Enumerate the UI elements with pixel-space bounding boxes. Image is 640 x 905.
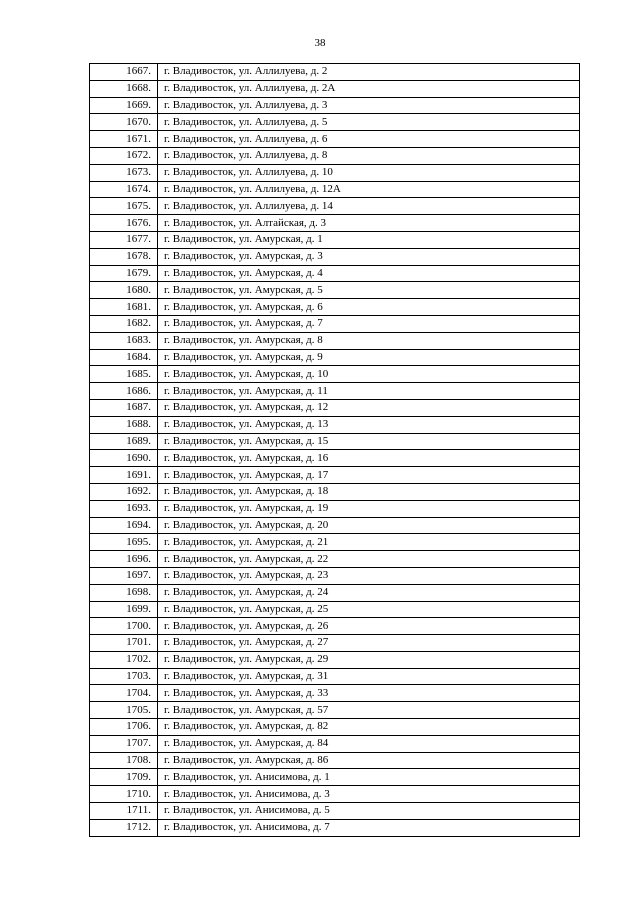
table-row [90, 64, 580, 81]
row-address: г. Владивосток, ул. Аллилуева, д. 12А [158, 181, 580, 198]
row-number: 1679. [90, 265, 158, 282]
row-number: 1691. [90, 467, 158, 484]
row-number: 1708. [90, 752, 158, 769]
row-number: 1672. [90, 147, 158, 164]
table-row [90, 383, 580, 400]
row-number: 1676. [90, 215, 158, 232]
row-number: 1699. [90, 601, 158, 618]
row-number: 1683. [90, 332, 158, 349]
row-address: г. Владивосток, ул. Амурская, д. 24 [158, 584, 580, 601]
row-address: г. Владивосток, ул. Амурская, д. 18 [158, 483, 580, 500]
row-number: 1705. [90, 702, 158, 719]
row-address: г. Владивосток, ул. Аллилуева, д. 8 [158, 147, 580, 164]
row-address: г. Владивосток, ул. Аллилуева, д. 2А [158, 80, 580, 97]
table-row [90, 248, 580, 265]
table-row [90, 567, 580, 584]
table-row [90, 635, 580, 652]
row-number: 1698. [90, 584, 158, 601]
row-address: г. Владивосток, ул. Анисимова, д. 3 [158, 786, 580, 803]
row-number: 1707. [90, 735, 158, 752]
row-number: 1711. [90, 803, 158, 820]
row-number: 1684. [90, 349, 158, 366]
table-row [90, 399, 580, 416]
row-number: 1669. [90, 97, 158, 114]
row-number: 1677. [90, 231, 158, 248]
row-address: г. Владивосток, ул. Амурская, д. 20 [158, 517, 580, 534]
row-address: г. Владивосток, ул. Амурская, д. 17 [158, 467, 580, 484]
row-address: г. Владивосток, ул. Амурская, д. 8 [158, 332, 580, 349]
row-number: 1709. [90, 769, 158, 786]
row-address: г. Владивосток, ул. Аллилуева, д. 10 [158, 164, 580, 181]
row-address: г. Владивосток, ул. Амурская, д. 4 [158, 265, 580, 282]
table-row [90, 231, 580, 248]
row-address: г. Владивосток, ул. Амурская, д. 5 [158, 282, 580, 299]
page-number: 38 [314, 37, 326, 49]
row-number: 1704. [90, 685, 158, 702]
table-row [90, 601, 580, 618]
row-address: г. Владивосток, ул. Аллилуева, д. 14 [158, 198, 580, 215]
row-number: 1678. [90, 248, 158, 265]
row-address: г. Владивосток, ул. Аллилуева, д. 6 [158, 131, 580, 148]
row-number: 1680. [90, 282, 158, 299]
table-row [90, 282, 580, 299]
row-number: 1702. [90, 651, 158, 668]
table-row [90, 500, 580, 517]
row-number: 1694. [90, 517, 158, 534]
row-number: 1681. [90, 299, 158, 316]
row-address: г. Владивосток, ул. Амурская, д. 11 [158, 383, 580, 400]
table-row [90, 164, 580, 181]
row-address: г. Владивосток, ул. Аллилуева, д. 2 [158, 64, 580, 81]
row-number: 1693. [90, 500, 158, 517]
row-number: 1695. [90, 534, 158, 551]
row-number: 1688. [90, 416, 158, 433]
table-row [90, 735, 580, 752]
address-table [89, 63, 580, 837]
table-row [90, 517, 580, 534]
row-address: г. Владивосток, ул. Амурская, д. 9 [158, 349, 580, 366]
row-address: г. Владивосток, ул. Амурская, д. 3 [158, 248, 580, 265]
row-number: 1670. [90, 114, 158, 131]
row-address: г. Владивосток, ул. Амурская, д. 23 [158, 567, 580, 584]
table-row [90, 332, 580, 349]
table-row [90, 819, 580, 836]
table-row [90, 416, 580, 433]
table-row [90, 618, 580, 635]
table-row [90, 786, 580, 803]
table-row [90, 702, 580, 719]
row-address: г. Владивосток, ул. Амурская, д. 19 [158, 500, 580, 517]
table-row [90, 467, 580, 484]
row-address: г. Владивосток, ул. Аллилуева, д. 3 [158, 97, 580, 114]
row-number: 1690. [90, 450, 158, 467]
table-row [90, 215, 580, 232]
table-row [90, 534, 580, 551]
row-number: 1668. [90, 80, 158, 97]
row-number: 1697. [90, 567, 158, 584]
row-number: 1671. [90, 131, 158, 148]
row-number: 1703. [90, 668, 158, 685]
table-row [90, 265, 580, 282]
table-row [90, 198, 580, 215]
row-address: г. Владивосток, ул. Анисимова, д. 5 [158, 803, 580, 820]
table-row [90, 147, 580, 164]
row-address: г. Владивосток, ул. Амурская, д. 16 [158, 450, 580, 467]
table-row [90, 551, 580, 568]
table-row [90, 651, 580, 668]
row-address: г. Владивосток, ул. Амурская, д. 22 [158, 551, 580, 568]
table-row [90, 80, 580, 97]
table-row [90, 769, 580, 786]
table-row [90, 315, 580, 332]
row-number: 1706. [90, 719, 158, 736]
row-number: 1682. [90, 315, 158, 332]
table-row [90, 483, 580, 500]
table-row [90, 366, 580, 383]
table-row [90, 349, 580, 366]
row-address: г. Владивосток, ул. Амурская, д. 6 [158, 299, 580, 316]
table-row [90, 668, 580, 685]
table-row [90, 114, 580, 131]
row-number: 1667. [90, 64, 158, 81]
row-address: г. Владивосток, ул. Амурская, д. 25 [158, 601, 580, 618]
row-number: 1692. [90, 483, 158, 500]
table-row [90, 299, 580, 316]
row-address: г. Владивосток, ул. Амурская, д. 86 [158, 752, 580, 769]
row-address: г. Владивосток, ул. Алтайская, д. 3 [158, 215, 580, 232]
row-address: г. Владивосток, ул. Анисимова, д. 7 [158, 819, 580, 836]
row-address: г. Владивосток, ул. Амурская, д. 10 [158, 366, 580, 383]
table-row [90, 433, 580, 450]
row-address: г. Владивосток, ул. Амурская, д. 12 [158, 399, 580, 416]
row-number: 1701. [90, 635, 158, 652]
row-address: г. Владивосток, ул. Амурская, д. 1 [158, 231, 580, 248]
row-address: г. Владивосток, ул. Аллилуева, д. 5 [158, 114, 580, 131]
table-row [90, 97, 580, 114]
row-address: г. Владивосток, ул. Амурская, д. 26 [158, 618, 580, 635]
row-number: 1712. [90, 819, 158, 836]
row-address: г. Владивосток, ул. Анисимова, д. 1 [158, 769, 580, 786]
row-address: г. Владивосток, ул. Амурская, д. 33 [158, 685, 580, 702]
address-table-body [90, 64, 580, 837]
row-address: г. Владивосток, ул. Амурская, д. 29 [158, 651, 580, 668]
table-row [90, 181, 580, 198]
row-address: г. Владивосток, ул. Амурская, д. 21 [158, 534, 580, 551]
row-number: 1696. [90, 551, 158, 568]
row-number: 1700. [90, 618, 158, 635]
table-row [90, 719, 580, 736]
row-number: 1674. [90, 181, 158, 198]
row-number: 1686. [90, 383, 158, 400]
row-address: г. Владивосток, ул. Амурская, д. 31 [158, 668, 580, 685]
row-address: г. Владивосток, ул. Амурская, д. 27 [158, 635, 580, 652]
table-row [90, 803, 580, 820]
table-row [90, 131, 580, 148]
row-number: 1710. [90, 786, 158, 803]
row-address: г. Владивосток, ул. Амурская, д. 15 [158, 433, 580, 450]
row-number: 1685. [90, 366, 158, 383]
row-address: г. Владивосток, ул. Амурская, д. 84 [158, 735, 580, 752]
row-number: 1689. [90, 433, 158, 450]
table-row [90, 752, 580, 769]
row-address: г. Владивосток, ул. Амурская, д. 13 [158, 416, 580, 433]
row-address: г. Владивосток, ул. Амурская, д. 7 [158, 315, 580, 332]
row-number: 1673. [90, 164, 158, 181]
row-address: г. Владивосток, ул. Амурская, д. 57 [158, 702, 580, 719]
table-row [90, 685, 580, 702]
table-row [90, 584, 580, 601]
row-number: 1687. [90, 399, 158, 416]
table-row [90, 450, 580, 467]
row-address: г. Владивосток, ул. Амурская, д. 82 [158, 719, 580, 736]
row-number: 1675. [90, 198, 158, 215]
